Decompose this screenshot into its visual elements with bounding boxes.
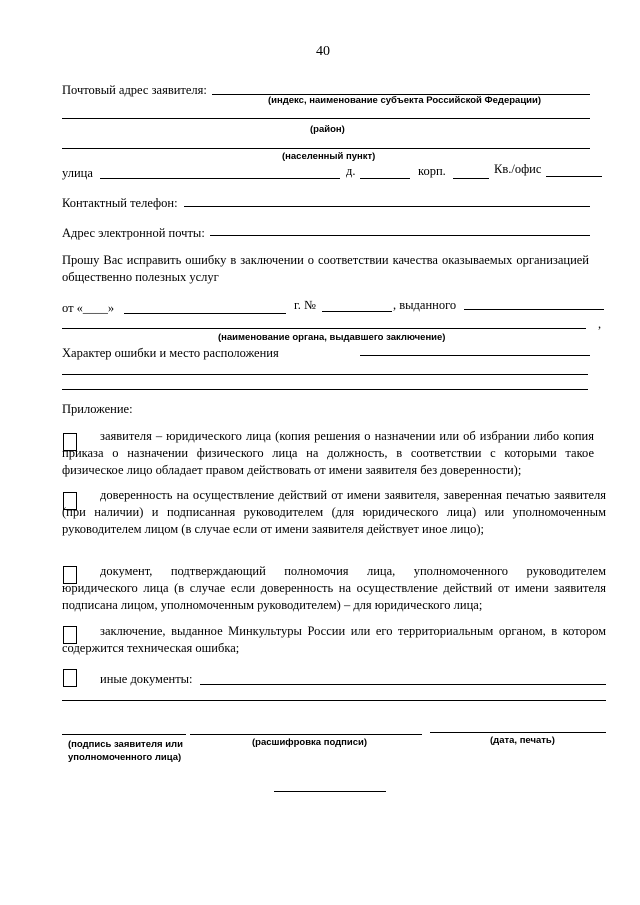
phone-field[interactable]	[184, 206, 590, 207]
number-field[interactable]	[322, 311, 392, 312]
signature-caption-2: уполномоченного лица)	[68, 752, 182, 763]
year-number-label: г. №	[294, 298, 316, 312]
decode-caption: (расшифровка подписи)	[252, 737, 368, 748]
building-field[interactable]	[453, 178, 489, 179]
issued-field[interactable]	[464, 309, 604, 310]
attachment-text-2: доверенность на осуществление действий от имени заявителя, заверенная печатью заявителя (при наличии) и подписанная руководителем (для юридического лица) или уполномоченным руководителем лицом (в случае если от имени заявителя действует иное лицо);	[62, 488, 606, 536]
street-field[interactable]	[100, 178, 340, 179]
from-label: от «____»	[62, 301, 115, 315]
other-docs-field-1[interactable]	[200, 684, 606, 685]
date-stamp-field[interactable]	[430, 732, 606, 733]
email-label: Адрес электронной почты:	[62, 226, 205, 240]
error-field-3[interactable]	[62, 389, 588, 390]
house-label: д.	[346, 164, 356, 178]
attachment-text-4: заключение, выданное Минкультуры России или его территориальным органом, в котором содержится техническая ошибка;	[62, 624, 606, 655]
phone-label: Контактный телефон:	[62, 196, 178, 210]
appendix-label: Приложение:	[62, 402, 133, 416]
other-docs-checkbox[interactable]	[63, 669, 77, 687]
apt-field[interactable]	[546, 176, 602, 177]
email-field[interactable]	[210, 235, 590, 236]
other-docs-label: иные документы:	[100, 672, 193, 686]
locality-caption: (населенный пункт)	[282, 151, 376, 162]
error-field-1[interactable]	[360, 355, 590, 356]
other-docs-field-2[interactable]	[62, 700, 606, 701]
postal-line-3[interactable]	[62, 148, 590, 149]
district-caption: (район)	[310, 124, 345, 135]
house-field[interactable]	[360, 178, 410, 179]
request-text: Прошу Вас исправить ошибку в заключении о соответствии качества оказываемых организацией общественно полезных услуг	[62, 253, 589, 284]
signature-field[interactable]	[62, 734, 186, 735]
issued-label: , выданного	[393, 298, 457, 312]
street-label: улица	[62, 166, 93, 180]
issuer-caption: (наименование органа, выдавшего заключение)	[218, 332, 446, 343]
attachment-text-1: заявителя – юридического лица (копия решения о назначении или об избрании либо копия приказа о назначении физического лица на должность, в соответствии с которыми такое физическое лицо обладает правом действовать от имени заявителя без доверенности);	[62, 429, 594, 477]
index-caption: (индекс, наименование субъекта Российской Федерации)	[268, 95, 542, 106]
error-label: Характер ошибки и место расположения	[62, 346, 279, 360]
attachment-text-3: документ, подтверждающий полномочия лица, уполномоченного руководителем юридического лица (в случае если доверенность на осуществление действий от имени заявителя подписана лицом, уполномоченным руководителем) – для юридического лица;	[62, 564, 606, 612]
signature-caption-1: (подпись заявителя или	[68, 739, 183, 750]
issuer-comma: ,	[598, 317, 602, 331]
apt-label: Кв./офис	[494, 162, 542, 176]
error-field-2[interactable]	[62, 374, 588, 375]
signature-decode-field[interactable]	[190, 734, 422, 735]
building-label: корп.	[418, 164, 446, 178]
postal-line-2[interactable]	[62, 118, 590, 119]
closing-separator	[274, 791, 386, 792]
date-day-field[interactable]	[124, 313, 286, 314]
date-stamp-caption: (дата, печать)	[490, 735, 555, 746]
issuer-field[interactable]	[62, 328, 586, 329]
page-number: 40	[316, 44, 330, 59]
postal-address-label: Почтовый адрес заявителя:	[62, 83, 207, 97]
